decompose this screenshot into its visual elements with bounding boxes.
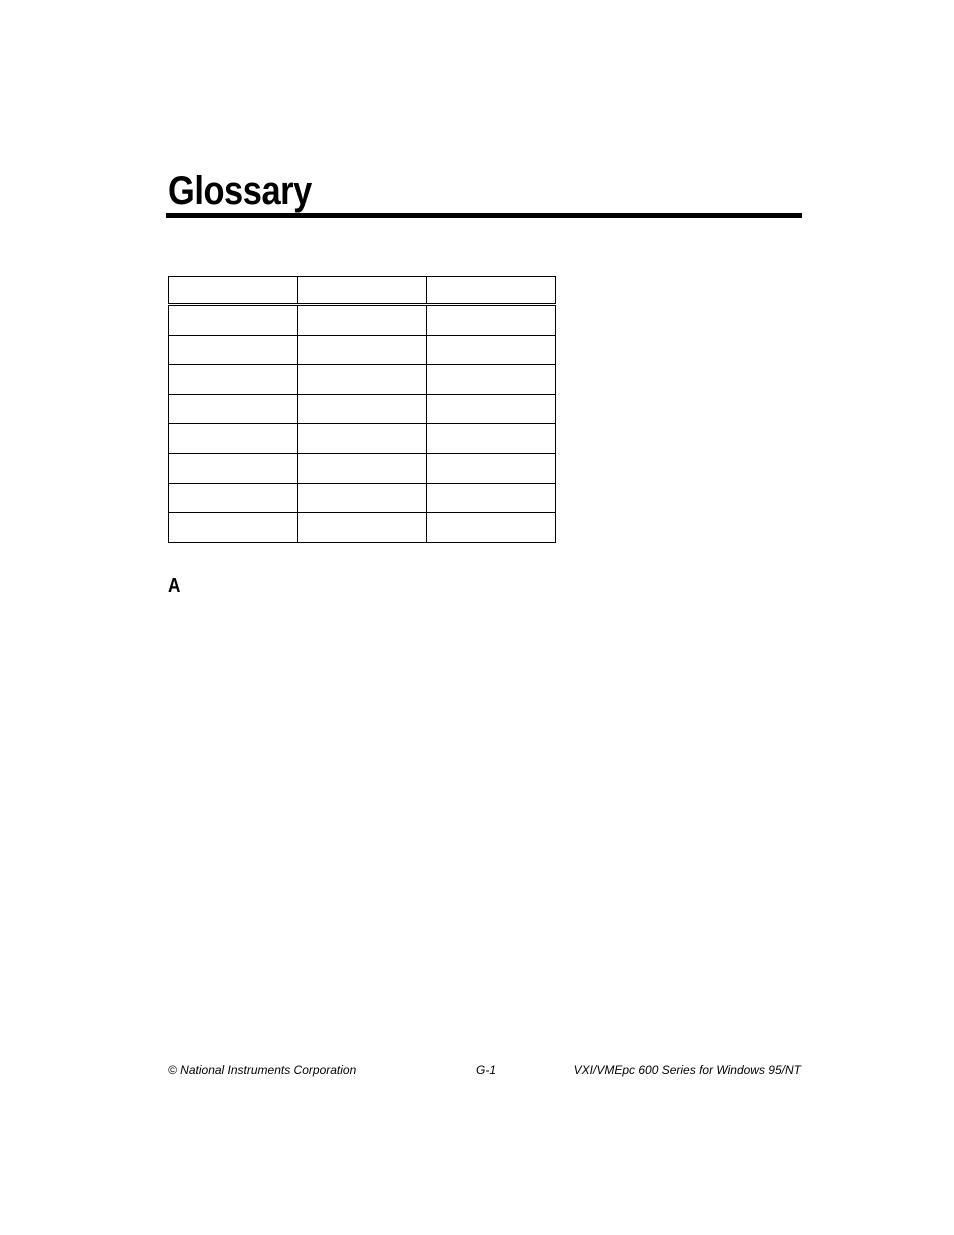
page-title: Glossary <box>168 169 312 213</box>
prefix-table <box>168 276 556 543</box>
table-cell <box>427 453 556 483</box>
footer-copyright: © National Instruments Corporation <box>168 1063 357 1077</box>
table-cell <box>427 513 556 543</box>
table-row <box>169 483 556 513</box>
table-cell <box>169 513 298 543</box>
table-cell <box>427 365 556 395</box>
table-cell <box>427 483 556 513</box>
table-cell <box>298 365 427 395</box>
table-cell <box>298 394 427 424</box>
table-cell <box>298 453 427 483</box>
table-row <box>169 513 556 543</box>
table-cell <box>169 424 298 454</box>
table-row <box>169 305 556 336</box>
table-cell <box>427 424 556 454</box>
table-cell <box>169 335 298 365</box>
table-cell <box>427 335 556 365</box>
footer-page-number: G-1 <box>476 1063 497 1077</box>
table-cell <box>169 305 298 336</box>
table-cell <box>427 305 556 336</box>
table-header-cell <box>427 277 556 305</box>
table-row <box>169 394 556 424</box>
table-cell <box>427 394 556 424</box>
table-row <box>169 424 556 454</box>
table-cell <box>298 513 427 543</box>
footer-manual-title: VXI/VMEpc 600 Series for Windows 95/NT <box>573 1063 801 1077</box>
table-header-cell <box>298 277 427 305</box>
table-cell <box>169 394 298 424</box>
table-header-cell <box>169 277 298 305</box>
table-cell <box>298 305 427 336</box>
table-cell <box>298 335 427 365</box>
table-cell <box>169 365 298 395</box>
table-cell <box>298 483 427 513</box>
title-rule <box>166 213 802 218</box>
table-cell <box>298 424 427 454</box>
table-cell <box>169 483 298 513</box>
section-heading-a: A <box>168 575 181 597</box>
table-row <box>169 453 556 483</box>
table-row <box>169 365 556 395</box>
table-header-row <box>169 277 556 305</box>
table-cell <box>169 453 298 483</box>
table-row <box>169 335 556 365</box>
